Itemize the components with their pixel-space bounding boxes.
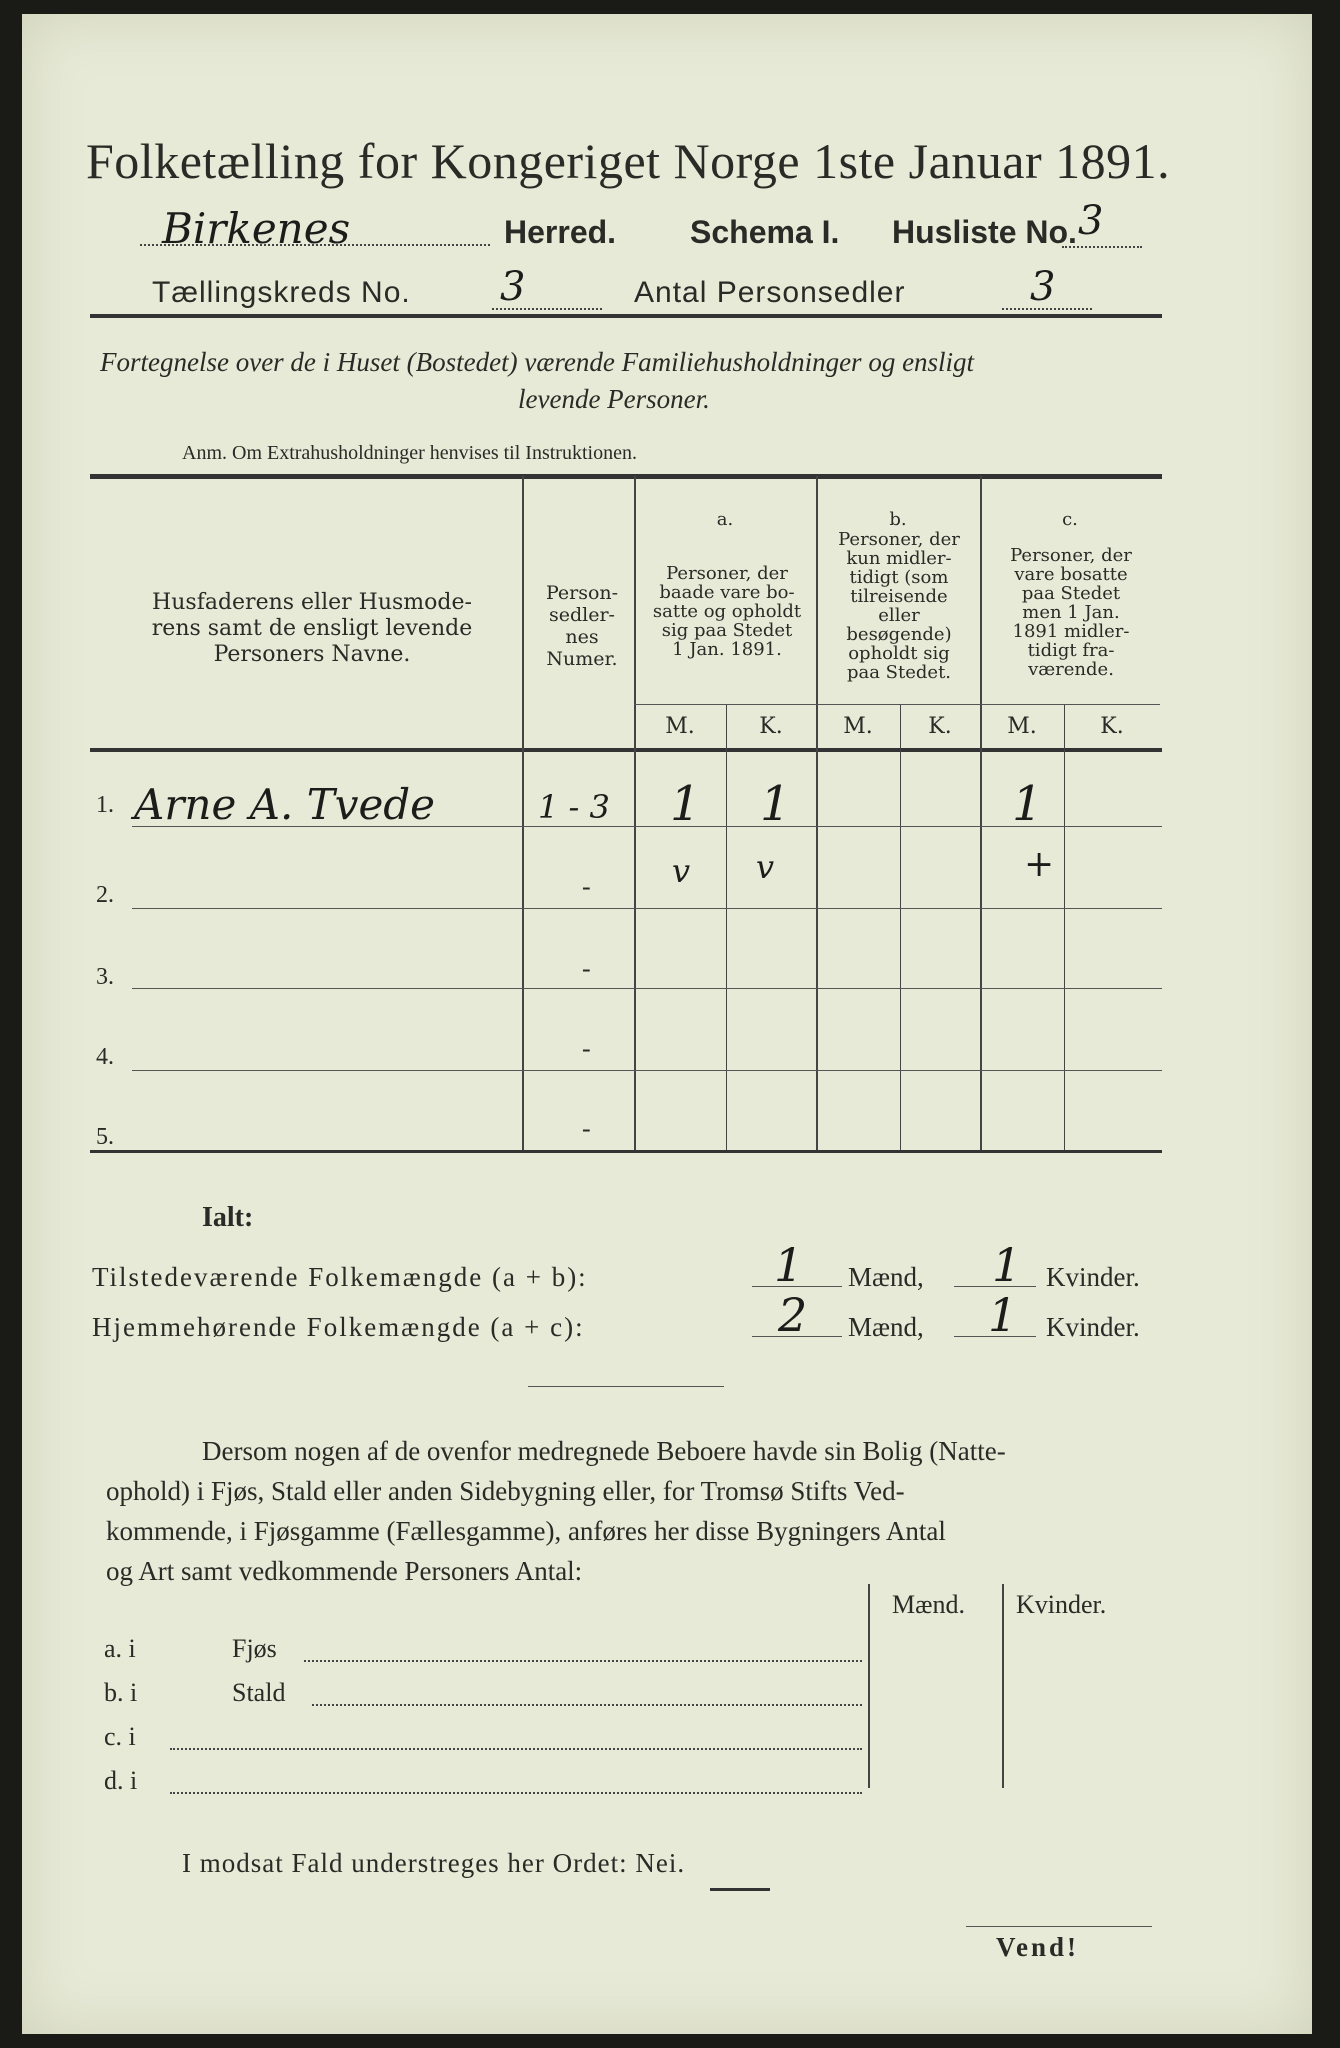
footer-col-divider-2	[1002, 1584, 1004, 1788]
census-form-page	[22, 14, 1312, 2034]
b-m-label: M.	[843, 714, 873, 739]
header-divider	[90, 314, 1162, 318]
a-m-label: M.	[665, 714, 695, 739]
row-a-k: 1	[760, 776, 791, 832]
footer-col-divider-1	[868, 1584, 870, 1788]
row-c-m: +	[1024, 844, 1055, 885]
col-num-header: Person- sedler- nes Numer.	[545, 582, 619, 670]
row-a-k: v	[756, 848, 775, 886]
hjemme-maend-value: 2	[778, 1288, 808, 1342]
col-divider-c-mk	[1064, 704, 1065, 1150]
personsedler-label: Antal Personsedler	[634, 276, 906, 309]
mk-subheader-rule	[634, 704, 1160, 705]
row-number: 3.	[96, 964, 114, 990]
item-letter: a. i	[104, 1634, 136, 1663]
footer-para-line-1: Dersom nogen af de ovenfor medregnede Beboere havde sin Bolig (Natte-	[202, 1436, 1006, 1466]
hjemme-kvinder-label: Kvinder.	[1046, 1312, 1140, 1342]
row-rule-2	[132, 908, 1162, 909]
hjemme-label: Hjemmehørende Folkemængde (a + c):	[92, 1312, 585, 1342]
table-bottom-rule	[90, 1150, 1162, 1153]
item-dotted-line	[170, 1792, 862, 1794]
footer-para-line-4: og Art samt vedkommende Personers Antal:	[106, 1556, 583, 1586]
row-number: 1.	[96, 792, 114, 818]
table-top-rule	[90, 474, 1162, 479]
vend-text: Vend!	[996, 1932, 1080, 1962]
col-a-letter: a.	[716, 509, 734, 530]
modsat-text: I modsat Fald understreges her Ordet: Nei.	[182, 1848, 686, 1878]
tilstede-kvinder-value: 1	[992, 1238, 1022, 1292]
footer-para-line-2: ophold) i Fjøs, Stald eller anden Sidebygning eller, for Tromsø Stifts Ved-	[106, 1476, 905, 1506]
item-dotted-line	[170, 1748, 862, 1750]
husliste-label: Husliste No.	[892, 214, 1077, 250]
row-rule-3	[132, 988, 1162, 989]
intro-line-1: Fortegnelse over de i Huset (Bostedet) værende Familiehusholdninger og ensligt	[100, 347, 975, 377]
herred-label: Herred.	[504, 214, 617, 250]
item-label: Fjøs	[232, 1634, 277, 1663]
item-dotted-line	[312, 1704, 862, 1706]
row-sedler: -	[582, 1034, 591, 1063]
tilstede-label: Tilstedeværende Folkemængde (a + b):	[92, 1262, 588, 1292]
footer-col-maend: Mænd.	[892, 1590, 965, 1619]
kreds-value: 3	[500, 264, 526, 310]
row-name: Arne A. Tvede	[134, 780, 436, 829]
personsedler-underline	[1002, 308, 1092, 310]
husliste-underline	[1062, 246, 1142, 248]
c-m-label: M.	[1007, 714, 1037, 739]
b-k-label: K.	[928, 714, 952, 739]
col-divider-b-mk	[900, 704, 901, 1150]
hjemme-maend-line	[752, 1336, 842, 1337]
herred-value: Birkenes	[162, 204, 351, 253]
intro-line-2: levende Personer.	[518, 384, 710, 414]
tilstede-maend-value: 1	[774, 1238, 804, 1292]
row-sedler: -	[582, 1114, 591, 1143]
row-rule-4	[132, 1070, 1162, 1071]
item-letter: d. i	[104, 1766, 138, 1795]
col-b-header: Personer, der kun midler- tidigt (som tilreisende eller besøgende) opholdt sig paa Stedet.	[838, 529, 960, 683]
col-c-header: Personer, der vare bosatte paa Stedet men 1 Jan. 1891 midler- tidigt fra- værende.	[1010, 545, 1132, 680]
col-divider-name	[522, 476, 524, 1150]
row-a-m: 1	[670, 776, 701, 832]
vend-rule	[966, 1926, 1152, 1927]
col-b-letter: b.	[889, 509, 907, 530]
table-header-rule	[90, 748, 1162, 752]
separator-rule	[528, 1386, 724, 1387]
kreds-label: Tællingskreds No.	[152, 276, 411, 309]
item-letter: b. i	[104, 1678, 138, 1707]
col-divider-a-mk	[726, 704, 727, 1150]
tilstede-kvinder-line	[954, 1286, 1036, 1287]
tilstede-kvinder-label: Kvinder.	[1046, 1262, 1140, 1292]
item-dotted-line	[304, 1660, 862, 1662]
row-c-m: 1	[1012, 776, 1043, 832]
kreds-underline	[492, 308, 602, 310]
row-sedler: -	[582, 954, 591, 983]
row-sedler: -	[582, 872, 591, 901]
tilstede-maend-label: Mænd,	[848, 1262, 924, 1292]
tilstede-maend-line	[752, 1286, 842, 1287]
footer-para-line-3: kommende, i Fjøsgamme (Fællesgamme), anføres her disse Bygningers Antal	[106, 1516, 946, 1546]
item-letter: c. i	[104, 1722, 136, 1751]
footer-col-kvinder: Kvinder.	[1016, 1590, 1107, 1619]
personsedler-value: 3	[1030, 264, 1056, 310]
col-a-header: Personer, der baade vare bo- satte og opholdt sig paa Stedet 1 Jan. 1891.	[652, 563, 802, 660]
row-number: 5.	[96, 1124, 114, 1150]
col-divider-num	[634, 476, 636, 1150]
row-number: 4.	[96, 1044, 114, 1070]
hjemme-maend-label: Mænd,	[848, 1312, 924, 1342]
row-number: 2.	[96, 882, 114, 908]
nei-underline	[710, 1888, 770, 1891]
c-k-label: K.	[1100, 714, 1124, 739]
hjemme-kvinder-line	[954, 1336, 1036, 1337]
col-name-header: Husfaderens eller Husmode- rens samt de ensligt levende Personers Navne.	[151, 590, 473, 667]
item-label: Stald	[232, 1678, 286, 1707]
anm-note: Anm. Om Extrahusholdninger henvises til Instruktionen.	[182, 442, 637, 464]
row-sedler: 1 - 3	[538, 788, 610, 826]
hjemme-kvinder-value: 1	[988, 1288, 1018, 1342]
col-c-letter: c.	[1062, 509, 1078, 530]
husliste-value: 3	[1078, 198, 1104, 244]
ialt-label: Ialt:	[202, 1202, 254, 1233]
form-title: Folketælling for Kongeriget Norge 1ste Januar 1891.	[86, 133, 1171, 189]
a-k-label: K.	[759, 714, 783, 739]
schema-label: Schema I.	[690, 214, 840, 250]
row-a-m: v	[672, 852, 691, 890]
